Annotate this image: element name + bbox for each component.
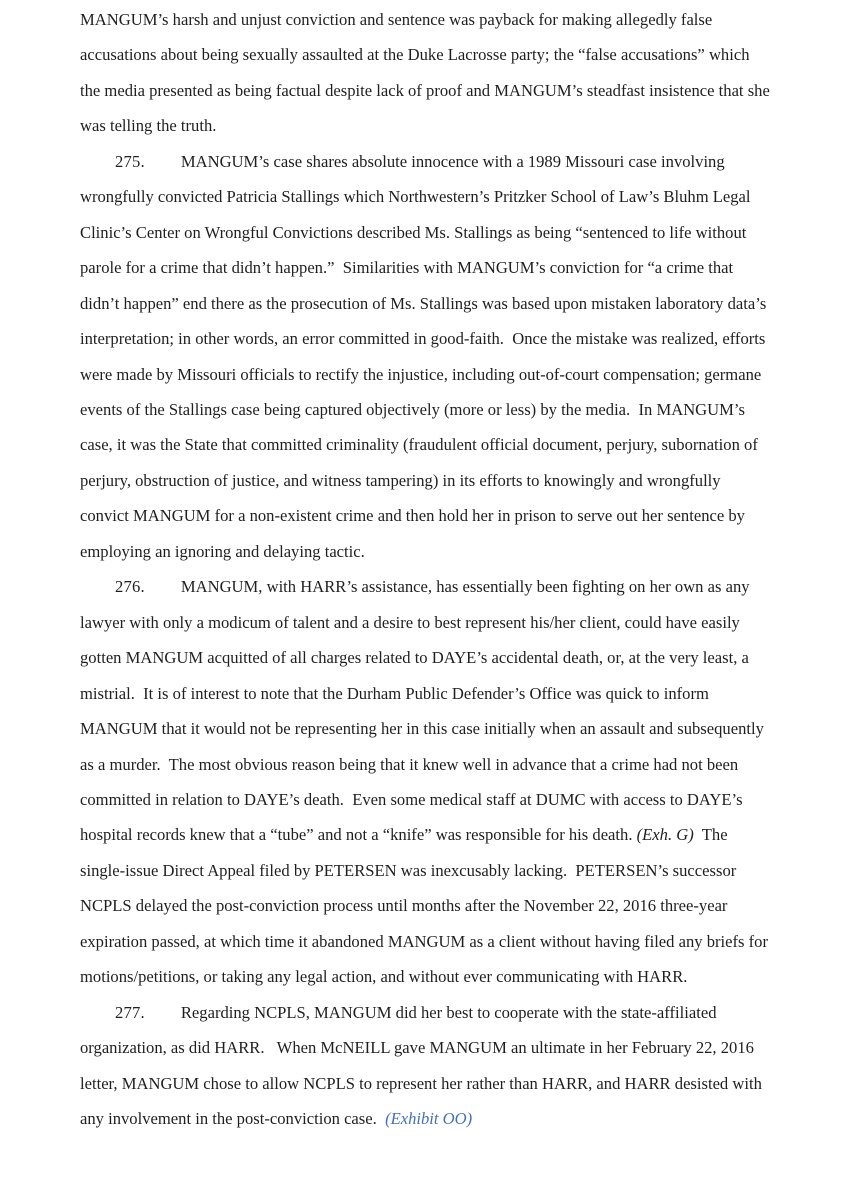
paragraph-275 (80, 144, 772, 569)
paragraph-number: 277. (115, 1002, 145, 1022)
text-segment: The single-issue Direct Appeal filed by PETERSEN was inexcusably lacking. PETERSEN’s successor NCPLS delayed the post-conviction process until months after the November 22, 2016 three-year expiration passed, at which time it abandoned MANGUM as a client without having filed any briefs for motions/petitions, or taking any legal action, and without ever communicating with HARR. (80, 825, 773, 987)
text-segment: MANGUM’s case shares absolute innocence with a 1989 Missouri case involving wrongfully convicted Patricia Stallings which Northwestern’s Pritzker School of Law’s Bluhm Legal Clinic’s Center on Wrongful Convictions described Ms. Stallings as being “sentenced to life without parole for a crime that didn’t happen.” Similarities with MANGUM’s conviction for “a crime that didn’t happen” end there as the prosecution of Ms. Stallings was based upon mistaken laboratory data’s interpretation; in other words, an error committed in good-faith. Once the mistake was realized, efforts were made by Missouri officials to rectify the injustice, including out-of-court compensation; germane events of the Stallings case being captured objectively (more or less) by the media. In MANGUM’s case, it was the State that committed criminality (fraudulent official document, perjury, subornation of perjury, obstruction of justice, and witness tampering) in its efforts to knowingly and wrongfully convict MANGUM for a non-existent crime and then hold her in prison to serve out her sentence by employing an ignoring and delaying tactic. (80, 151, 771, 561)
text-segment: MANGUM’s harsh and unjust conviction and sentence was payback for making allegedly false accusations about being sexually assaulted at the Duke Lacrosse party; the “false accusations” which the media presented as being factual despite lack of proof and MANGUM’s steadfast insistence that she was telling the truth. (80, 10, 774, 136)
paragraph-continuation (80, 2, 772, 144)
text-segment: (Exh. G) (636, 825, 694, 845)
text-segment: MANGUM, with HARR’s assistance, has essentially been fighting on her own as any lawyer with only a modicum of talent and a desire to best represent his/her client, could have easily gotten MANGUM acquitted of all charges related to DAYE’s accidental death, or, at the very least, a mistrial. It is of interest to note that the Durham Public Defender’s Office was quick to inform MANGUM that it would not be representing her in this case initially when an assault and subsequently as a murder. The most obvious reason being that it knew well in advance that a crime had not been committed in relation to DAYE’s death. Even some medical staff at DUMC with access to DAYE’s hospital records knew that a “tube” and not a “knife” was responsible for his death. (80, 577, 769, 845)
exhibit-oo-link[interactable]: (Exhibit OO) (385, 1109, 473, 1129)
document-body (80, 2, 772, 1137)
paragraph-number: 276. (115, 577, 145, 597)
paragraph-276 (80, 569, 772, 994)
paragraph-277 (80, 995, 772, 1137)
text-segment: Regarding NCPLS, MANGUM did her best to cooperate with the state-affiliated organization, as did HARR. When McNEILL gave MANGUM an ultimate in her February 22, 2016 letter, MANGUM chose to allow NCPLS to represent her rather than HARR, and HARR desisted with any involvement in the post-conviction case. (80, 1002, 767, 1129)
paragraph-number: 275. (115, 151, 145, 171)
